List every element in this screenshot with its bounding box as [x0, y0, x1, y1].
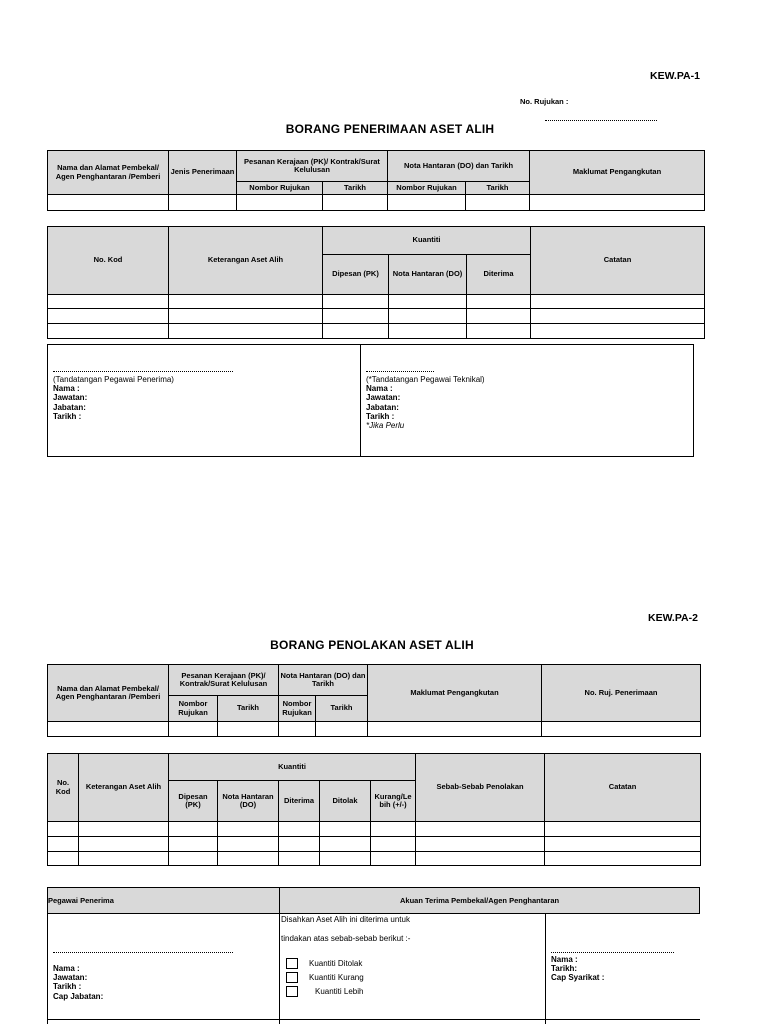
input-cell[interactable] — [48, 324, 169, 339]
input-cell[interactable] — [531, 309, 705, 324]
notes-header: Catatan — [531, 227, 705, 295]
left-name-label: Nama : — [53, 384, 80, 394]
input-cell[interactable] — [79, 822, 169, 837]
supplier-stamp-label: Cap Syarikat : — [551, 973, 605, 983]
officer-stamp-label: Cap Jabatan: — [53, 991, 104, 1001]
checkbox-rejected[interactable] — [286, 958, 298, 969]
right-job-label: Jabatan: — [366, 402, 399, 412]
supplier-name-label: Nama : — [551, 955, 578, 964]
form2-asset-table — [47, 753, 701, 866]
input-cell[interactable] — [416, 852, 545, 866]
desc-header: Keterangan Aset Alih — [169, 227, 323, 295]
reasons-header: Sebab-Sebab Penolakan — [416, 754, 545, 822]
do-ref-header: Nombor Rujukan — [279, 696, 316, 722]
input-cell[interactable] — [218, 837, 279, 852]
input-cell[interactable] — [371, 852, 416, 866]
footer-divider-2 — [545, 913, 546, 1024]
officer-header: Pegawai Penerima — [48, 896, 114, 905]
input-cell[interactable] — [169, 837, 218, 852]
form2-code: KEW.PA-2 — [648, 612, 698, 624]
input-cell[interactable] — [371, 837, 416, 852]
left-position-label: Jawatan: — [53, 393, 88, 403]
code-header: No. Kod — [48, 754, 79, 822]
received-header: Diterima — [467, 255, 531, 295]
officer-signature-line[interactable] — [53, 952, 233, 953]
form1-code: KEW.PA-1 — [650, 70, 700, 82]
input-cell[interactable] — [279, 722, 316, 737]
order-date-header: Tarikh — [323, 182, 388, 195]
ordered-header: Dipesan (PK) — [169, 781, 218, 822]
do-date-header: Tarikh — [316, 696, 368, 722]
ack-header: Akuan Terima Pembekal/Agen Penghantaran — [400, 896, 560, 905]
form1-supplier-table — [47, 150, 705, 211]
input-cell[interactable] — [169, 324, 323, 339]
supplier-header: Nama dan Alamat Pembekal/ Agen Penghantaran /Pemberi — [48, 151, 169, 195]
supplier-info-block — [551, 955, 696, 983]
transport-header: Maklumat Pengangkutan — [368, 665, 542, 722]
order-ref-header: Nombor Rujukan — [169, 696, 218, 722]
input-cell[interactable] — [389, 295, 467, 309]
receipt-ref-header: No. Ruj. Penerimaan — [542, 665, 701, 722]
input-cell[interactable] — [531, 295, 705, 309]
left-job-label: Jabatan: — [53, 402, 86, 412]
option-excess-label: Kuantiti Lebih — [315, 986, 364, 996]
input-cell[interactable] — [218, 722, 279, 737]
ordered-header: Dipesan (PK) — [323, 255, 389, 295]
input-cell[interactable] — [169, 295, 323, 309]
right-signature-caption: (*Tandatangan Pegawai Teknikal) — [366, 375, 485, 384]
input-cell[interactable] — [368, 722, 542, 737]
input-cell[interactable] — [48, 837, 79, 852]
input-cell[interactable] — [320, 837, 371, 852]
input-cell[interactable] — [169, 722, 218, 737]
left-date-label: Tarikh : — [53, 411, 82, 421]
input-cell[interactable] — [467, 309, 531, 324]
input-cell[interactable] — [48, 195, 169, 211]
right-signature-block — [366, 375, 686, 430]
form1-title: BORANG PENERIMAAN ASET ALIH — [285, 122, 495, 136]
footer-header-border — [47, 913, 700, 914]
form2-supplier-table — [47, 664, 701, 737]
delivery-header: Nota Hantaran (DO) dan Tarikh — [279, 665, 368, 696]
supplier-header: Nama dan Alamat Pembekal/ Agen Penghantaran /Pemberi — [48, 665, 169, 722]
officer-name-label: Nama : — [53, 964, 80, 973]
officer-date-label: Tarikh : — [53, 982, 82, 992]
input-cell[interactable] — [323, 324, 389, 339]
left-signature-line[interactable] — [53, 371, 233, 372]
footer-divider-1 — [279, 887, 280, 1024]
ack-text-line1: Disahkan Aset Alih ini diterima untuk — [281, 915, 410, 924]
input-cell[interactable] — [320, 822, 371, 837]
ref-dotted-line[interactable] — [545, 120, 657, 121]
input-cell[interactable] — [531, 324, 705, 339]
officer-info-block — [53, 964, 273, 1001]
input-cell[interactable] — [389, 309, 467, 324]
ack-text-line2: tindakan atas sebab-sebab berikut :- — [281, 934, 411, 943]
input-cell[interactable] — [48, 309, 169, 324]
officer-position-label: Jawatan: — [53, 973, 88, 983]
form2-title: BORANG PENOLAKAN ASET ALIH — [270, 638, 474, 652]
transport-header: Maklumat Pengangkutan — [530, 151, 705, 195]
if-needed-note: *Jika Perlu — [366, 420, 405, 430]
right-signature-line[interactable] — [366, 371, 434, 372]
input-cell[interactable] — [466, 195, 530, 211]
left-signature-block — [53, 375, 353, 421]
do-date-header: Tarikh — [466, 182, 530, 195]
input-cell[interactable] — [323, 295, 389, 309]
order-ref-header: Nombor Rujukan — [237, 182, 323, 195]
received-header: Diterima — [279, 781, 320, 822]
input-cell[interactable] — [279, 837, 320, 852]
input-cell[interactable] — [79, 837, 169, 852]
footer-left-border — [47, 887, 48, 1024]
checkbox-excess[interactable] — [286, 986, 298, 997]
input-cell[interactable] — [467, 324, 531, 339]
checkbox-short[interactable] — [286, 972, 298, 983]
input-cell[interactable] — [416, 822, 545, 837]
input-cell[interactable] — [545, 837, 701, 852]
input-cell[interactable] — [48, 295, 169, 309]
do-ref-header: Nombor Rujukan — [388, 182, 466, 195]
signature-divider — [360, 344, 361, 456]
input-cell[interactable] — [218, 822, 279, 837]
option-short[interactable] — [286, 970, 536, 984]
desc-header: Keterangan Aset Alih — [79, 754, 169, 822]
input-cell[interactable] — [169, 822, 218, 837]
input-cell[interactable] — [388, 195, 466, 211]
footer-bottom-border — [47, 1019, 700, 1020]
option-rejected[interactable] — [286, 956, 536, 970]
qty-header: Kuantiti — [323, 227, 531, 255]
qty-header: Kuantiti — [169, 754, 416, 781]
right-date-label: Tarikh : — [366, 411, 395, 421]
input-cell[interactable] — [323, 195, 388, 211]
input-cell[interactable] — [467, 295, 531, 309]
input-cell[interactable] — [48, 722, 169, 737]
supplier-signature-line[interactable] — [551, 952, 674, 953]
input-cell[interactable] — [218, 852, 279, 866]
do-header: Nota Hantaran (DO) — [218, 781, 279, 822]
diff-header: Kurang/Le bih (+/-) — [371, 781, 416, 822]
left-signature-caption: (Tandatangan Pegawai Penerima) — [53, 375, 174, 384]
input-cell[interactable] — [316, 722, 368, 737]
input-cell[interactable] — [237, 195, 323, 211]
order-date-header: Tarikh — [218, 696, 279, 722]
input-cell[interactable] — [279, 852, 320, 866]
input-cell[interactable] — [530, 195, 705, 211]
option-rejected-label: Kuantiti Ditolak — [309, 958, 363, 968]
right-name-label: Nama : — [366, 384, 393, 394]
input-cell[interactable] — [320, 852, 371, 866]
input-cell[interactable] — [169, 195, 237, 211]
input-cell[interactable] — [371, 822, 416, 837]
input-cell[interactable] — [545, 822, 701, 837]
delivery-header: Nota Hantaran (DO) dan Tarikh — [388, 151, 530, 182]
input-cell[interactable] — [416, 837, 545, 852]
right-position-label: Jawatan: — [366, 393, 401, 403]
receipt-type-header: Jenis Penerimaan — [169, 151, 237, 195]
supplier-date-label: Tarikh: — [551, 964, 578, 974]
input-cell[interactable] — [323, 309, 389, 324]
input-cell[interactable] — [169, 852, 218, 866]
notes-header: Catatan — [545, 754, 701, 822]
option-short-label: Kuantiti Kurang — [309, 972, 364, 982]
input-cell[interactable] — [48, 852, 79, 866]
form1-asset-table — [47, 226, 705, 339]
input-cell[interactable] — [48, 822, 79, 837]
option-excess[interactable] — [286, 984, 536, 998]
ref-label: No. Rujukan : — [520, 97, 569, 106]
rejected-header: Ditolak — [320, 781, 371, 822]
input-cell[interactable] — [542, 722, 701, 737]
order-header: Pesanan Kerajaan (PK)/ Kontrak/Surat Kelulusan — [169, 665, 279, 696]
input-cell[interactable] — [79, 852, 169, 866]
input-cell[interactable] — [389, 324, 467, 339]
input-cell[interactable] — [279, 822, 320, 837]
code-header: No. Kod — [48, 227, 169, 295]
ack-options — [286, 956, 536, 998]
footer-right-border — [699, 887, 700, 913]
order-header: Pesanan Kerajaan (PK)/ Kontrak/Surat Kelulusan — [237, 151, 388, 182]
input-cell[interactable] — [545, 852, 701, 866]
input-cell[interactable] — [169, 309, 323, 324]
do-header: Nota Hantaran (DO) — [389, 255, 467, 295]
